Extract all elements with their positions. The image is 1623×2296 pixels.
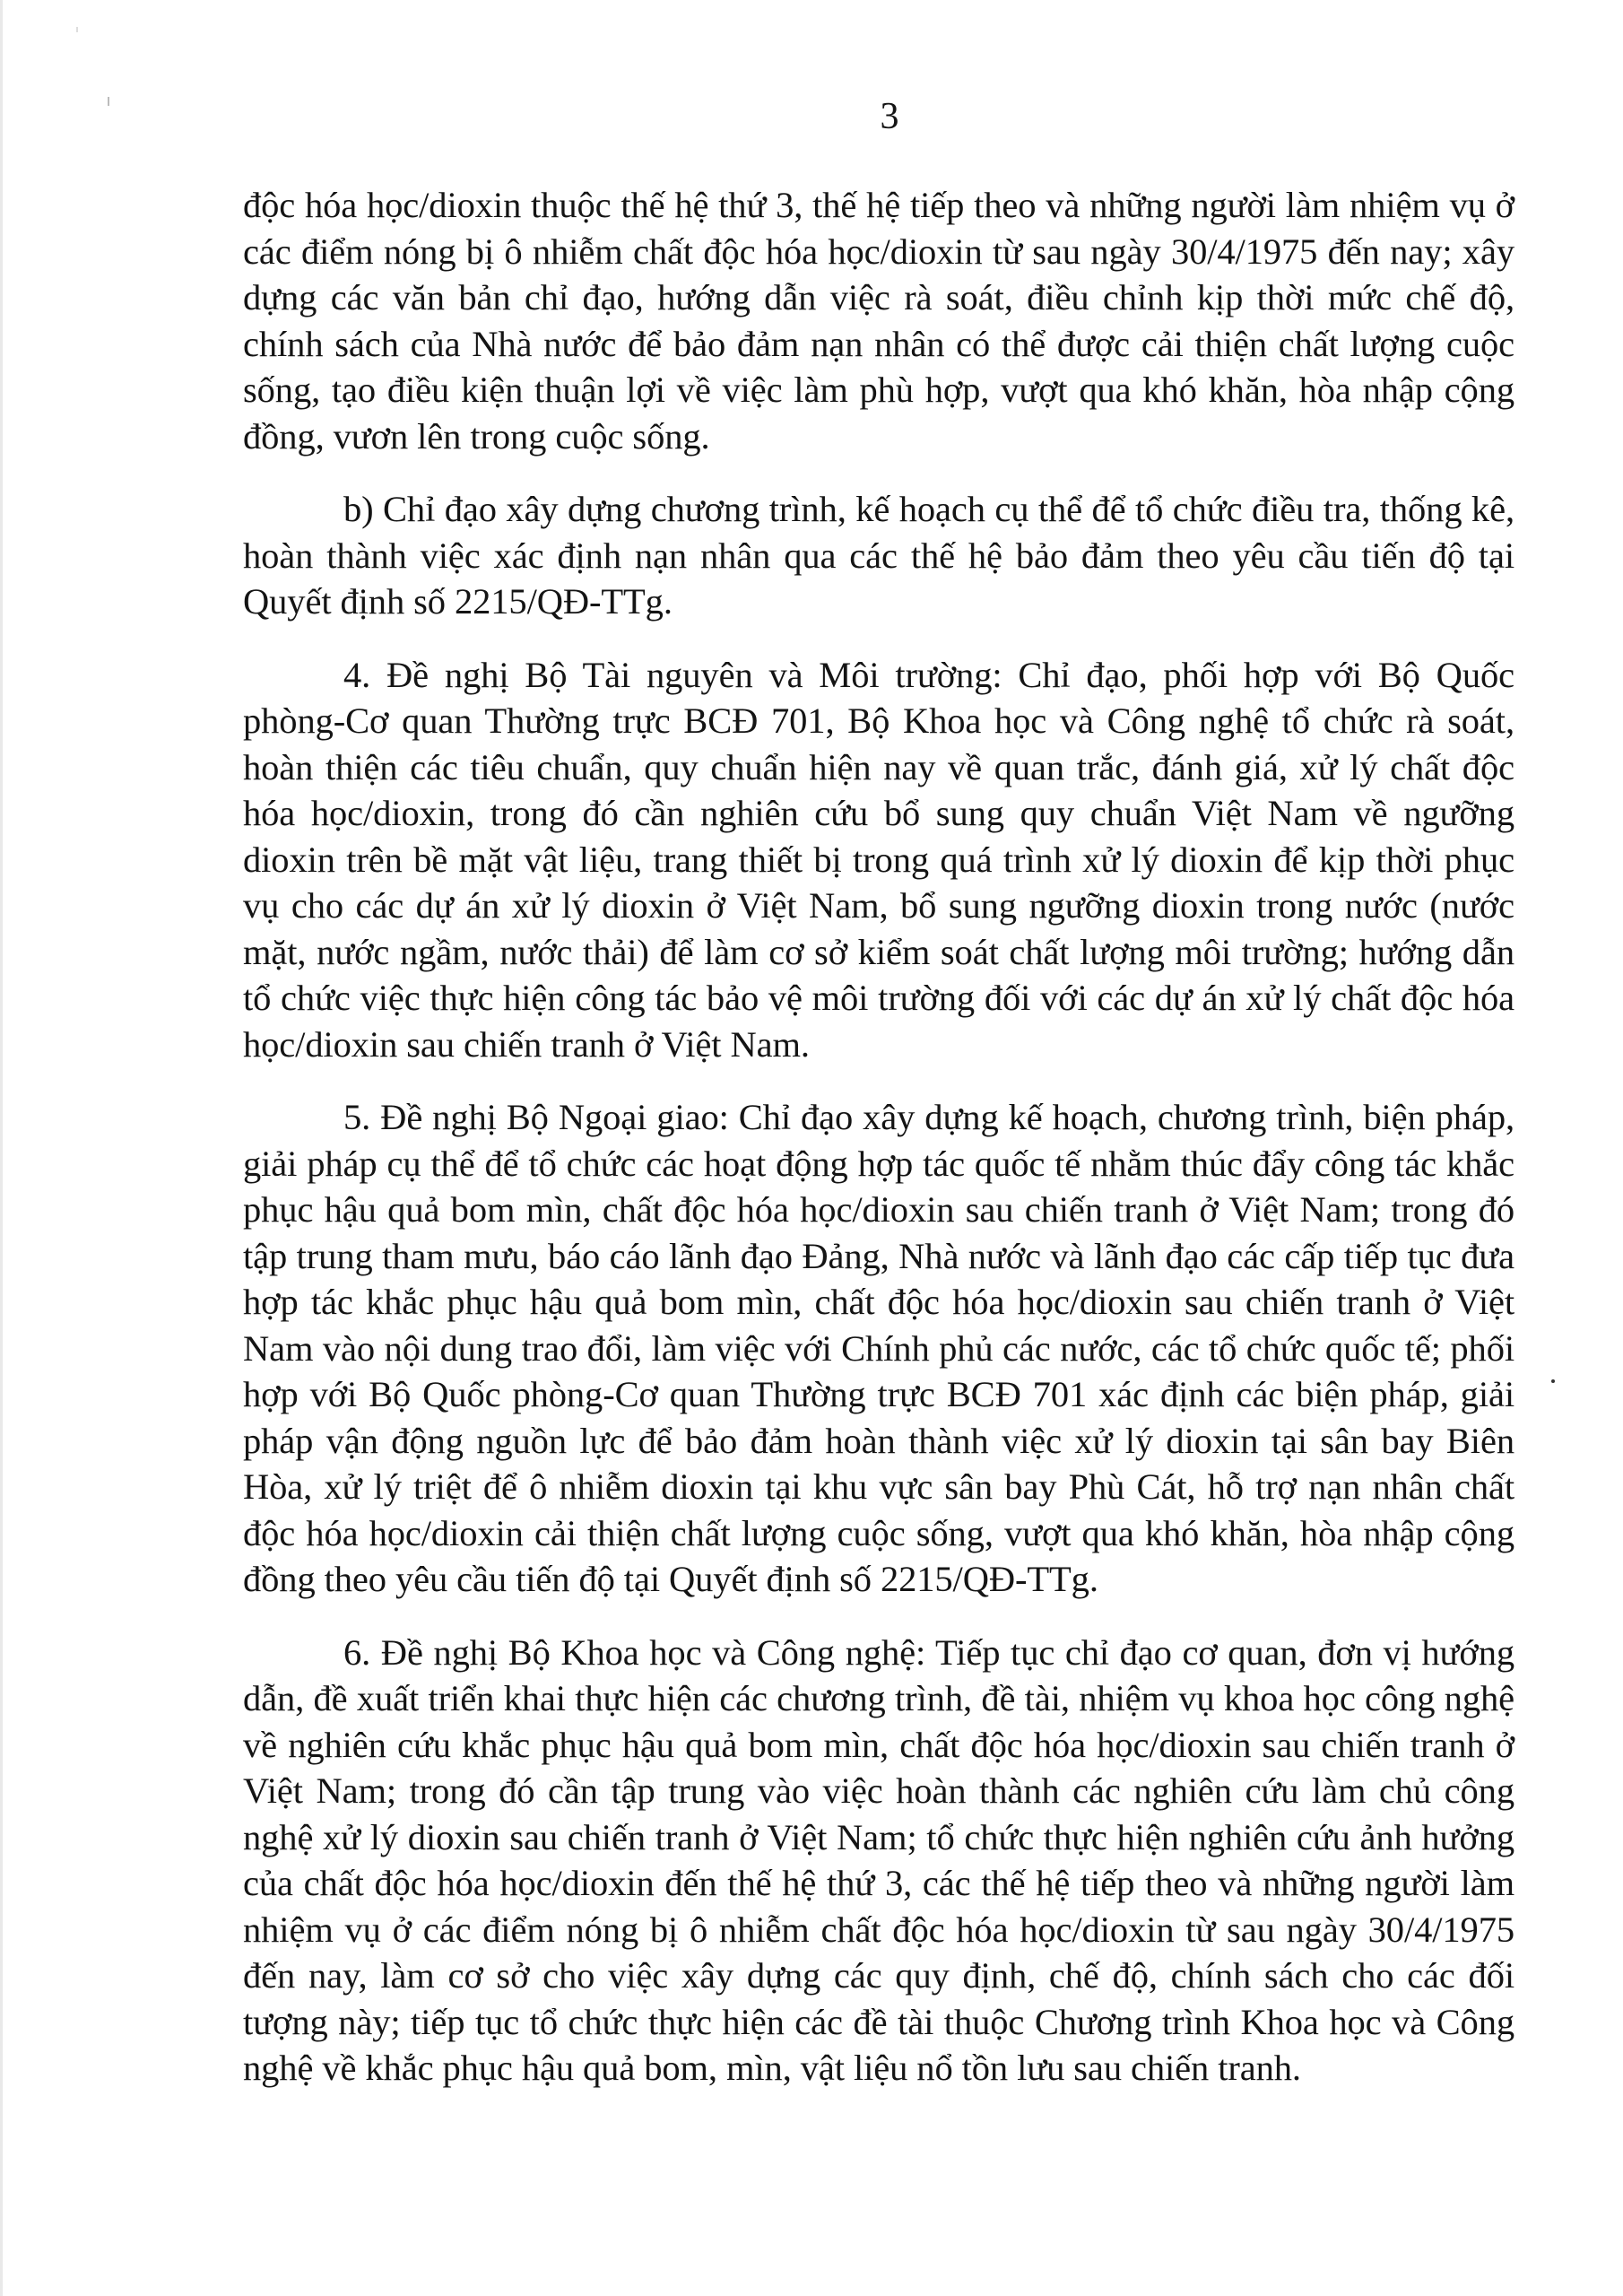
paragraph-continuation: độc hóa học/dioxin thuộc thế hệ thứ 3, thế hệ tiếp theo và những người làm nhiệm vụ ở các điểm nóng bị ô nhiễm chất độc hóa học/dioxin từ sau ngày 30/4/1975 đến nay; xây dựng các văn bản chỉ đạo, hướng dẫn việc rà soát, điều chỉnh kịp thời mức chế độ, chính sách của Nhà nước để bảo đảm nạn nhân có thể được cải thiện chất lượng cuộc sống, tạo điều kiện thuận lợi về việc làm phù hợp, vượt qua khó khăn, hòa nhập cộng đồng, vươn lên trong cuộc sống. <box>243 185 1515 457</box>
paragraph-item-6: 6. Đề nghị Bộ Khoa học và Công nghệ: Tiếp tục chỉ đạo cơ quan, đơn vị hướng dẫn, đề xuất triển khai thực hiện các chương trình, đề tài, nhiệm vụ khoa học công nghệ về nghiên cứu khắc phục hậu quả bom mìn, chất độc hóa học/dioxin sau chiến tranh ở Việt Nam; trong đó cần tập trung vào việc hoàn thành các nghiên cứu làm chủ công nghệ xử lý dioxin sau chiến tranh ở Việt Nam; tổ chức thực hiện nghiên cứu ảnh hưởng của chất độc hóa học/dioxin đến thế hệ thứ 3, các thế hệ tiếp theo và những người làm nhiệm vụ ở các điểm nóng bị ô nhiễm chất độc hóa học/dioxin từ sau ngày 30/4/1975 đến nay, làm cơ sở cho việc xây dựng các quy định, chế độ, chính sách cho các đối tượng này; tiếp tục tổ chức thực hiện các đề tài thuộc Chương trình Khoa học và Công nghệ về khắc phục hậu quả bom, mìn, vật liệu nổ tồn lưu sau chiến tranh. <box>243 1631 1515 2088</box>
scan-speck <box>1551 1379 1555 1383</box>
scan-edge-shadow <box>0 0 3 2296</box>
scan-artifact <box>76 27 78 32</box>
paragraph-item-b: b) Chỉ đạo xây dựng chương trình, kế hoạch cụ thể để tổ chức điều tra, thống kê, hoàn thành việc xác định nạn nhân qua các thế hệ bảo đảm theo yêu cầu tiến độ tại Quyết định số 2215/QĐ-TTg. <box>243 489 1515 622</box>
paragraph-item-4: 4. Đề nghị Bộ Tài nguyên và Môi trường: Chỉ đạo, phối hợp với Bộ Quốc phòng-Cơ quan Thường trực BCĐ 701, Bộ Khoa học và Công nghệ tổ chức rà soát, hoàn thiện các tiêu chuẩn, quy chuẩn hiện nay về quan trắc, đánh giá, xử lý chất độc hóa học/dioxin, trong đó cần nghiên cứu bổ sung quy chuẩn Việt Nam về ngưỡng dioxin trên bề mặt vật liệu, trang thiết bị trong quá trình xử lý dioxin để kịp thời phục vụ cho các dự án xử lý dioxin ở Việt Nam, bổ sung ngưỡng dioxin trong nước (nước mặt, nước ngầm, nước thải) để làm cơ sở kiểm soát chất lượng môi trường; hướng dẫn tổ chức việc thực hiện công tác bảo vệ môi trường đối với các dự án xử lý chất độc hóa học/dioxin sau chiến tranh ở Việt Nam. <box>243 654 1515 1065</box>
paragraph-item-5: 5. Đề nghị Bộ Ngoại giao: Chỉ đạo xây dựng kế hoạch, chương trình, biện pháp, giải pháp cụ thể để tổ chức các hoạt động hợp tác quốc tế nhằm thúc đẩy công tác khắc phục hậu quả bom mìn, chất độc hóa học/dioxin sau chiến tranh ở Việt Nam; trong đó tập trung tham mưu, báo cáo lãnh đạo Đảng, Nhà nước và lãnh đạo các cấp tiếp tục đưa hợp tác khắc phục hậu quả bom mìn, chất độc hóa học/dioxin sau chiến tranh ở Việt Nam vào nội dung trao đổi, làm việc với Chính phủ các nước, các tổ chức quốc tế; phối hợp với Bộ Quốc phòng-Cơ quan Thường trực BCĐ 701 xác định các biện pháp, giải pháp vận động nguồn lực để bảo đảm hoàn thành việc xử lý dioxin tại sân bay Biên Hòa, xử lý triệt để ô nhiễm dioxin tại khu vực sân bay Phù Cát, hỗ trợ nạn nhân chất độc hóa học/dioxin cải thiện chất lượng cuộc sống, vượt qua khó khăn, hòa nhập cộng đồng theo yêu cầu tiến độ tại Quyết định số 2215/QĐ-TTg. <box>243 1097 1515 1599</box>
page-number: 3 <box>880 96 899 137</box>
document-body <box>243 182 1515 2092</box>
